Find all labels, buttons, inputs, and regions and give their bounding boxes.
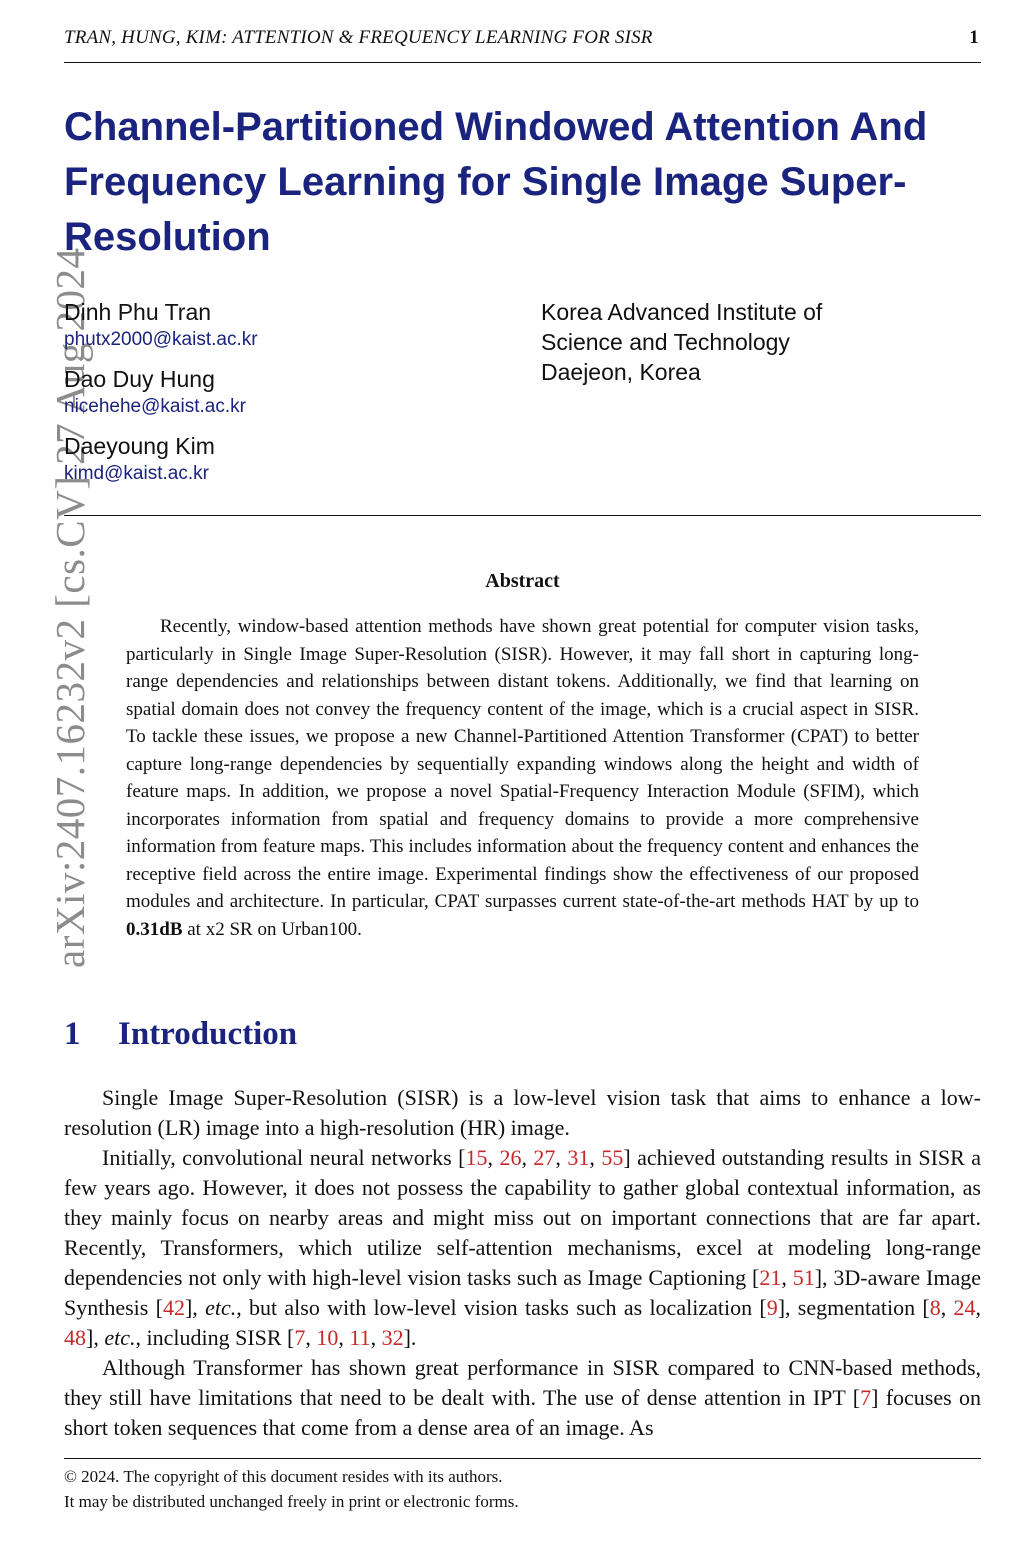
citation-link[interactable]: 24 (953, 1295, 976, 1320)
author-name: Dinh Phu Tran (64, 299, 212, 325)
citation-link[interactable]: 51 (792, 1265, 815, 1290)
running-header (64, 27, 981, 53)
section-number: 1 (64, 1016, 81, 1052)
title-rule (64, 515, 981, 516)
text-run: ]. (403, 1325, 417, 1350)
citation-link[interactable]: 42 (162, 1295, 185, 1320)
text-run: Initially, convolutional neural networks [ (102, 1145, 466, 1170)
citation-link[interactable]: 11 (349, 1325, 371, 1350)
text-run: ], segmentation [ (777, 1295, 930, 1320)
citation-link[interactable]: 32 (381, 1325, 404, 1350)
page-number: 1 (969, 27, 979, 48)
text-run: ] focuses on short token sequences that come from a dense area of an image. As (64, 1385, 981, 1440)
author-email[interactable]: phutx2000@kaist.ac.kr (64, 329, 258, 350)
citation-link[interactable]: 9 (766, 1295, 778, 1320)
footer (64, 1464, 981, 1514)
header-rule (64, 62, 981, 63)
affiliation (541, 297, 971, 387)
affiliation-line: Korea Advanced Institute of (541, 299, 823, 325)
running-title: TRAN, HUNG, KIM: ATTENTION & FREQUENCY LEARNING FOR SISR (64, 27, 653, 48)
text-run: , including SISR [ (135, 1325, 295, 1350)
author-email[interactable]: kimd@kaist.ac.kr (64, 463, 209, 484)
affiliation-line: Daejeon, Korea (541, 359, 701, 385)
section-title: Introduction (118, 1016, 298, 1052)
citation-link[interactable]: 8 (929, 1295, 941, 1320)
citation-link[interactable]: 15 (465, 1145, 488, 1170)
author-name: Dao Duy Hung (64, 366, 215, 392)
abstract-text (126, 613, 919, 943)
distribution-line: It may be distributed unchanged freely in print or electronic forms. (64, 1492, 519, 1511)
author-name: Daeyoung Kim (64, 433, 215, 459)
citation-link[interactable]: 31 (567, 1145, 590, 1170)
footer-rule (64, 1458, 981, 1459)
text-run: ], 3D-aware Image Synthesis [ (64, 1265, 981, 1320)
abstract-body: Recently, window-based attention methods have shown great potential for computer vision tasks, particularly in Single Image Super-Resolution (SISR). However, it may fall short in capturing long-range dependencies and relationships between distant tokens. Additionally, we find that learning on spatial domain does not convey the frequency content of the image, which is a crucial aspect in SISR. To tackle these issues, we propose a new Channel-Partitioned Attention Transformer (CPAT) to better capture long-range dependencies by sequentially expanding windows along the height and width of feature maps. In addition, we propose a novel Spatial-Frequency Interaction Module (SFIM), which incorporates information from spatial and frequency domains to provide a more comprehensive information from feature maps. This includes information about the frequency content and enhances the receptive field across the entire image. Experimental findings show the effectiveness of our proposed modules and architecture. In particular, CPAT surpasses current state-of-the-art methods HAT by up to (126, 616, 919, 912)
citation-link[interactable]: 27 (533, 1145, 556, 1170)
citation-link[interactable]: 21 (759, 1265, 782, 1290)
etc-text: etc. (205, 1295, 237, 1320)
text-run: , but also with low-level vision tasks such as localization [ (236, 1295, 767, 1320)
arxiv-stamp: arXiv:2407.16232v2 [cs.CV] 27 Aug 2024 (47, 247, 93, 968)
etc-text: etc. (104, 1325, 136, 1350)
text-run: ] achieved outstanding results in SISR a few years ago. However, it does not possess the capability to gather global contextual information, as they mainly focus on nearby areas and might miss out on important connections that are far apart. Recently, Transformers, which utilize self-attention mechanisms, excel at modeling long-range dependencies not only with high-level vision tasks such as Image Captioning [ (64, 1145, 982, 1290)
text-run: Although Transformer has shown great performance in SISR compared to CNN-based methods, they still have limitations that need to be dealt with. The use of dense attention in IPT [ (64, 1355, 981, 1410)
author-list (64, 297, 484, 498)
citation-link[interactable]: 48 (64, 1325, 86, 1350)
abstract-tail: at x2 SR on Urban100. (187, 918, 362, 940)
author-email[interactable]: nicehehe@kaist.ac.kr (64, 396, 246, 417)
citation-link[interactable]: 10 (316, 1325, 339, 1350)
affiliation-line: Science and Technology (541, 329, 790, 355)
intro-paragraph: Initially, convolutional neural networks [15, 26, 27, 31, 55] achieved outstanding results in SISR a few years ago. However, it does not possess the capability to gather global contextual information, as they mainly focus on nearby areas and might miss out on important connections that are far apart. Recently, Transformers, which utilize self-attention mechanisms, excel at modeling long-range dependencies not only with high-level vision tasks such as Image Captioning [21, 51], 3D-aware Image Synthesis [42], etc., but also with low-level vision tasks such as localization [9], segmentation [8, 24, 48], etc., including SISR [7, 10, 11, 32]. (64, 1145, 982, 1350)
citation-link[interactable]: 7 (294, 1325, 306, 1350)
section-heading (64, 1016, 297, 1053)
copyright-line: © 2024. The copyright of this document resides with its authors. (64, 1467, 503, 1486)
text-run: ], (184, 1295, 198, 1320)
intro-paragraph: Single Image Super-Resolution (SISR) is a low-level vision task that aims to enhance a low-resolution (LR) image into a high-resolution (HR) image. (64, 1085, 981, 1140)
paper-title: Channel-Partitioned Windowed Attention And Frequency Learning for Single Image Super-Resolution (64, 105, 928, 259)
citation-link[interactable]: 26 (499, 1145, 522, 1170)
text-run: ], (86, 1325, 99, 1350)
intro-paragraph (64, 1353, 981, 1443)
abstract-highlight: 0.31dB (126, 918, 183, 940)
citation-link[interactable]: 7 (860, 1385, 872, 1410)
citation-link[interactable]: 55 (601, 1145, 624, 1170)
abstract-heading: Abstract (485, 570, 560, 592)
intro-body (64, 1083, 981, 1443)
